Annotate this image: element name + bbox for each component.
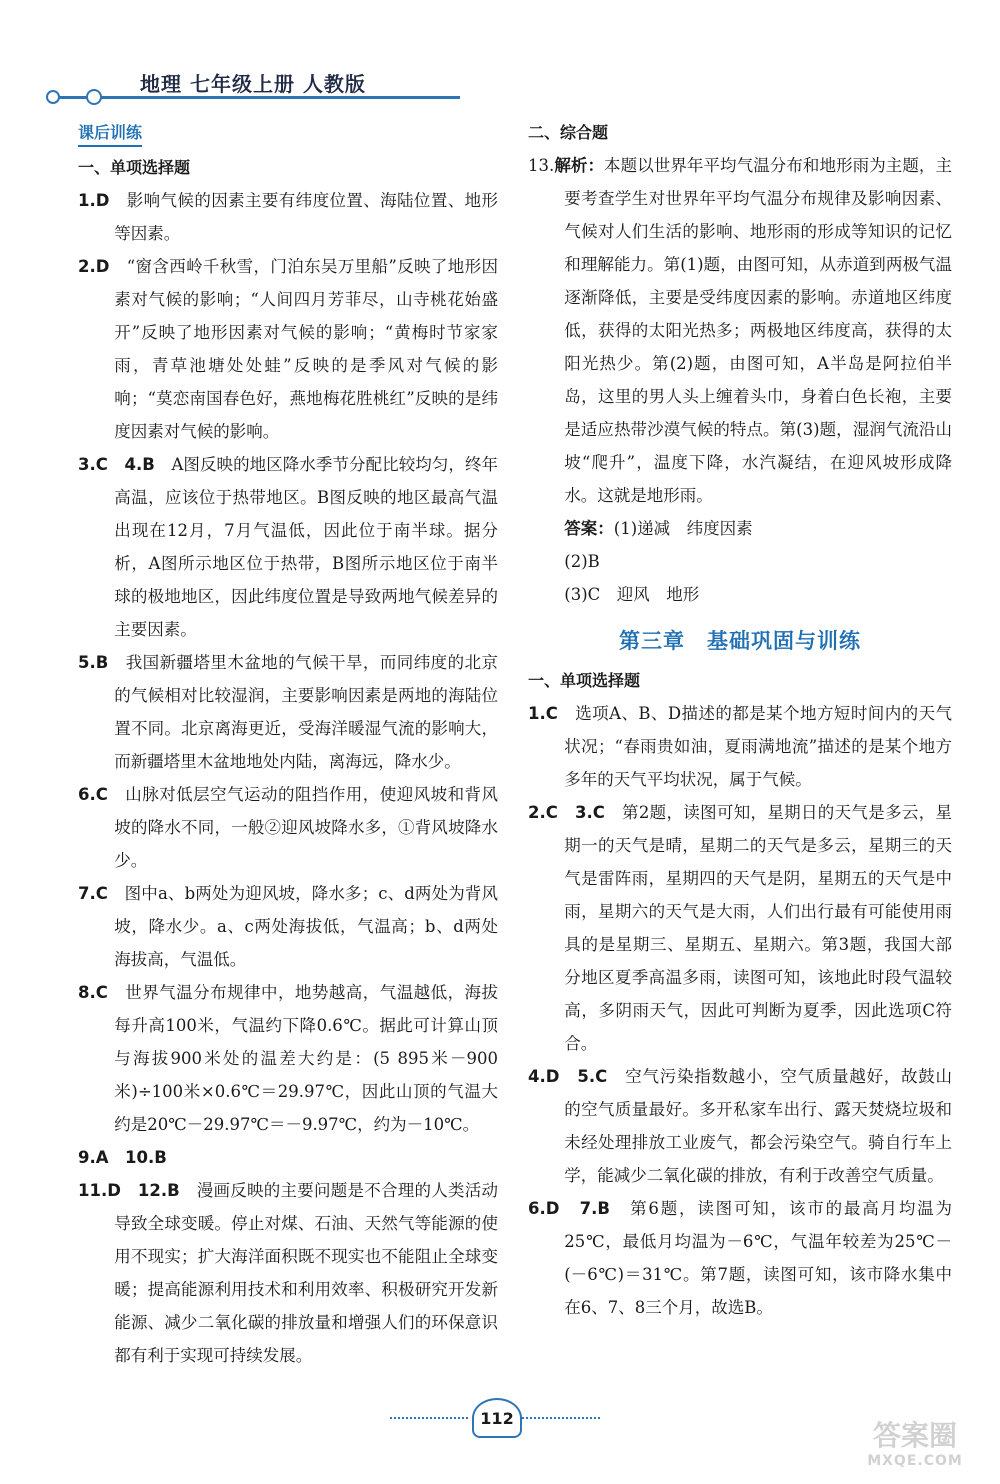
answer-item	[528, 1192, 952, 1324]
answer-key: 2.D	[78, 257, 110, 276]
answer-1: (1)递减 纬度因素	[613, 519, 753, 538]
answer-item	[78, 184, 498, 250]
watermark-text-cn: 答案圈	[872, 1419, 957, 1452]
answer-key: 11.D 12.B	[78, 1181, 180, 1200]
answer-label: 答案	[564, 519, 598, 538]
answer-key: 6.D 7.B	[528, 1199, 610, 1218]
footer-dots-right	[522, 1417, 600, 1419]
answer-item	[528, 796, 952, 1060]
answer-item	[78, 646, 498, 778]
left-answer-list	[78, 184, 498, 1372]
answer-key: 9.A 10.B	[78, 1148, 167, 1167]
answer-item	[78, 250, 498, 448]
answer-key: 1.C	[528, 704, 558, 723]
book-title: 地理 七年级上册 人教版	[140, 72, 366, 96]
answer-explanation: 世界气温分布规律中，地势越高，气温越低，海拔每升高100米，气温约下降0.6℃。据此可计算山顶与海拔900米处的温差大约是：(5 895米－900米)÷100米×0.6℃＝29.97℃，因此山顶的气温大约是20℃－29.97℃＝－9.97℃，约为－10℃。	[114, 983, 499, 1134]
answer-2: (2)B	[564, 552, 600, 571]
q13-analysis-label: 解析	[554, 156, 588, 175]
page-header	[40, 60, 470, 110]
answer-explanation: “窗含西岭千秋雪，门泊东吴万里船”反映了地形因素对气候的影响；“人间四月芳菲尽，山寺桃花始盛开”反映了地形因素对气候的影响；“黄梅时节家家雨，青草池塘处处蛙”反映的是季风对气候的影响；“莫恋南国春色好，燕地梅花胜桃红”反映的是纬度因素对气候的影响。	[114, 257, 499, 441]
answer-key: 4.D 5.C	[528, 1067, 608, 1086]
answer-explanation: 漫画反映的主要问题是不合理的人类活动导致全球变暖。停止对煤、石油、天然气等能源的使用不现实；扩大海洋面积既不现实也不能阻止全球变暖；提高能源利用技术和利用效率、积极研究开发新能源、减少二氧化碳的排放量和增强人们的环保意识都有利于实现可持续发展。	[114, 1181, 499, 1365]
answer-key: 8.C	[78, 983, 108, 1002]
subhead-comprehensive: 二、综合题	[528, 123, 609, 142]
answer-item	[528, 1060, 952, 1192]
answer-key: 5.B	[78, 653, 109, 672]
answer-item	[528, 697, 952, 796]
answer-item	[78, 976, 498, 1141]
answer-item	[78, 877, 498, 976]
page-number: 112	[472, 1398, 522, 1438]
left-column	[78, 116, 498, 1372]
answer-explanation: 空气污染指数越小，空气质量越好，故鼓山的空气质量最好。多开私家车出行、露天焚烧垃圾和未经处理排放工业废气，都会污染空气。骑自行车上学，能减少二氧化碳的排放，有利于改善空气质量。	[564, 1067, 953, 1185]
answer-explanation: A图反映的地区降水季节分配比较均匀，终年高温，应该位于热带地区。B图反映的地区最高气温出现在12月，7月气温低，因此位于南半球。据分析，A图所示地区位于热带，B图所示地区位于南半球的极地地区，因此纬度位置是导致两地气候差异的主要因素。	[114, 455, 499, 639]
subhead-single-choice: 一、单项选择题	[78, 158, 191, 177]
answer-explanation: 我国新疆塔里木盆地的气候干旱，而同纬度的北京的气候相对比较湿润，主要影响因素是两地的海陆位置不同。北京离海更近，受海洋暖湿气流的影响大，而新疆塔里木盆地地处内陆，离海远，降水少。	[114, 653, 499, 771]
right-answer-list	[528, 697, 952, 1324]
subhead-single-choice-2: 一、单项选择题	[528, 671, 641, 690]
header-ring-large	[86, 89, 102, 105]
q13-analysis: 13.解析：本题以世界年平均气温分布和地形雨为主题，主要考查学生对世界年平均气温分布规律及影响因素、气候对人们生活的影响、地形雨的形成等知识的记忆和理解能力。第(1)题，由图可知，从赤道到两极气温逐渐降低，主要是受纬度因素的影响。赤道地区纬度低，获得的太阳光热多；两极地区纬度高，获得的太阳光热少。第(2)题，由图可知，A半岛是阿拉伯半岛，这里的男人头上缠着头巾，身着白色长袍，主要是适应热带沙漠气候的特点。第(3)题，湿润气流沿山坡“爬升”，温度下降，水汽凝结，在迎风坡形成降水。这就是地形雨。	[528, 156, 953, 505]
answer-key: 1.D	[78, 191, 110, 210]
answer-key: 7.C	[78, 884, 108, 903]
answer-item	[78, 448, 498, 646]
answer-explanation: 山脉对低层空气运动的阻挡作用，使迎风坡和背风坡的降水不同，一般②迎风坡降水多，①背风坡降水少。	[114, 785, 499, 870]
answer-key: 6.C	[78, 785, 108, 804]
answer-explanation: 选项A、B、D描述的都是某个地方短时间内的天气状况；“春雨贵如油，夏雨满地流”描述的是某个地方多年的天气平均状况，属于气候。	[564, 704, 953, 789]
q13-answer: 答案：(1)递减 纬度因素	[564, 519, 753, 538]
section-label: 课后训练	[78, 121, 142, 147]
q13-number: 13.	[528, 156, 555, 175]
header-rule	[50, 96, 460, 99]
page-footer	[390, 1398, 600, 1438]
watermark-logo	[840, 1420, 990, 1478]
answer-explanation: 图中a、b两处为迎风坡，降水多；c、d两处为背风坡，降水少。a、c两处海拔低，气温高；b、d两处海拔高，气温低。	[114, 884, 499, 969]
answer-key: 2.C 3.C	[528, 803, 605, 822]
answer-item	[78, 1174, 498, 1372]
q13-analysis-text: 本题以世界年平均气温分布和地形雨为主题，主要考查学生对世界年平均气温分布规律及影响因素、气候对人们生活的影响、地形雨的形成等知识的记忆和理解能力。第(1)题，由图可知，从赤道到两极气温逐渐降低，主要是受纬度因素的影响。赤道地区纬度低，获得的太阳光热多；两极地区纬度高，获得的太阳光热少。第(2)题，由图可知，A半岛是阿拉伯半岛，这里的男人头上缠着头巾，身着白色长袍，主要是适应热带沙漠气候的特点。第(3)题，湿润气流沿山坡“爬升”，温度下降，水汽凝结，在迎风坡形成降水。这就是地形雨。	[564, 156, 953, 505]
right-column	[528, 116, 952, 1324]
answer-explanation: 第2题，读图可知，星期日的天气是多云，星期一的天气是晴，星期二的天气是多云，星期三的天气是雷阵雨，星期四的天气是阴，星期五的天气是中雨，星期六的天气是大雨，人们出行最有可能使用雨具的是星期三、星期五、星期六。第3题，我国大部分地区夏季高温多雨，读图可知，该地此时段气温较高，多阴雨天气，因此可判断为夏季，因此选项C符合。	[564, 803, 953, 1053]
answer-explanation: 影响气候的因素主要有纬度位置、海陆位置、地形等因素。	[114, 191, 499, 243]
answer-explanation: 第6题，读图可知，该市的最高月均温为25℃，最低月均温为－6℃，气温年较差为25℃－(－6℃)＝31℃。第7题，读图可知，该市降水集中在6、7、8三个月，故选B。	[564, 1199, 952, 1317]
answer-key: 3.C 4.B	[78, 455, 155, 474]
header-ring-small	[46, 90, 60, 104]
answer-item	[78, 1141, 498, 1174]
chapter-title: 第三章 基础巩固与训练	[619, 629, 861, 653]
answer-3: (3)C 迎风 地形	[564, 585, 700, 604]
footer-dots-left	[390, 1417, 468, 1419]
answer-item	[78, 778, 498, 877]
watermark-text-en: MXQE.COM	[867, 1453, 963, 1469]
